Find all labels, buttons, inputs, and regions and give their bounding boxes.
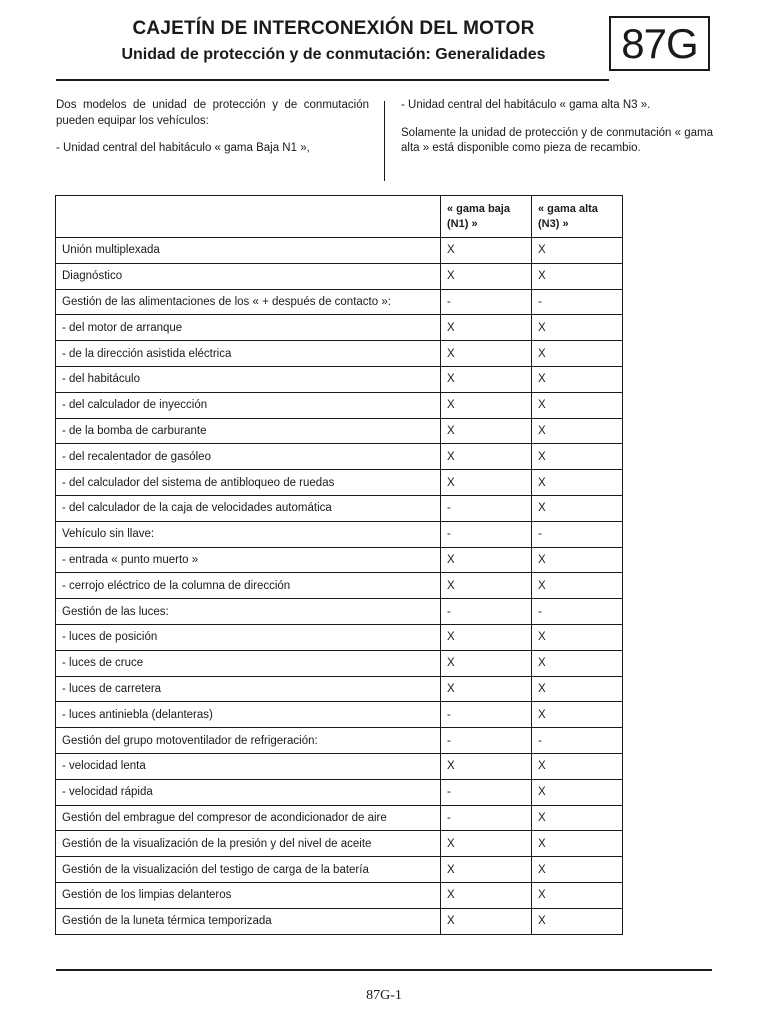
feature-cell: - del calculador de la caja de velocidades automática bbox=[56, 495, 441, 521]
gama-alta-cell: X bbox=[532, 805, 623, 831]
gama-baja-cell: - bbox=[441, 779, 532, 805]
gama-alta-cell: X bbox=[532, 418, 623, 444]
feature-cell: - luces de carretera bbox=[56, 676, 441, 702]
table-row bbox=[56, 418, 623, 444]
table-row bbox=[56, 521, 623, 547]
header-gama-baja-cell: « gama baja (N1) » bbox=[441, 196, 532, 238]
table-row bbox=[56, 599, 623, 625]
gama-alta-cell: - bbox=[532, 599, 623, 625]
gama-baja-cell: X bbox=[441, 547, 532, 573]
feature-cell: - del motor de arranque bbox=[56, 315, 441, 341]
feature-cell: - del calculador del sistema de antibloqueo de ruedas bbox=[56, 470, 441, 496]
gama-baja-cell: X bbox=[441, 831, 532, 857]
table-row bbox=[56, 779, 623, 805]
table-row bbox=[56, 624, 623, 650]
section-code-box: 87G bbox=[609, 16, 710, 71]
gama-baja-cell: X bbox=[441, 882, 532, 908]
gama-baja-cell: X bbox=[441, 341, 532, 367]
gama-alta-cell: X bbox=[532, 857, 623, 883]
header-feature-cell bbox=[56, 196, 441, 238]
gama-alta-cell: X bbox=[532, 315, 623, 341]
feature-cell: Unión multiplexada bbox=[56, 238, 441, 264]
gama-baja-cell: X bbox=[441, 366, 532, 392]
header-gama-alta-cell: « gama alta (N3) » bbox=[532, 196, 623, 238]
gama-alta-cell: X bbox=[532, 470, 623, 496]
feature-cell: Gestión de la visualización de la presión y del nivel de aceite bbox=[56, 831, 441, 857]
gama-baja-cell: X bbox=[441, 315, 532, 341]
gama-alta-cell: X bbox=[532, 779, 623, 805]
table-row bbox=[56, 341, 623, 367]
table-row bbox=[56, 573, 623, 599]
column-divider bbox=[384, 101, 385, 181]
feature-cell: Gestión de las alimentaciones de los « + después de contacto »: bbox=[56, 289, 441, 315]
gama-alta-cell: X bbox=[532, 238, 623, 264]
table-row bbox=[56, 882, 623, 908]
gama-alta-cell: X bbox=[532, 650, 623, 676]
feature-cell: - cerrojo eléctrico de la columna de dirección bbox=[56, 573, 441, 599]
feature-cell: - entrada « punto muerto » bbox=[56, 547, 441, 573]
gama-baja-cell: - bbox=[441, 495, 532, 521]
table-row bbox=[56, 315, 623, 341]
gama-alta-cell: X bbox=[532, 702, 623, 728]
feature-cell: - del habitáculo bbox=[56, 366, 441, 392]
feature-cell: - de la dirección asistida eléctrica bbox=[56, 341, 441, 367]
gama-baja-cell: X bbox=[441, 238, 532, 264]
gama-alta-cell: X bbox=[532, 547, 623, 573]
table-row bbox=[56, 392, 623, 418]
feature-cell: Gestión de la luneta térmica temporizada bbox=[56, 908, 441, 934]
gama-baja-cell: - bbox=[441, 728, 532, 754]
features-table bbox=[55, 195, 623, 935]
feature-cell: Gestión de la visualización del testigo de carga de la batería bbox=[56, 857, 441, 883]
table-row bbox=[56, 805, 623, 831]
gama-baja-cell: X bbox=[441, 857, 532, 883]
feature-cell: - del calculador de inyección bbox=[56, 392, 441, 418]
feature-cell: Gestión de los limpias delanteros bbox=[56, 882, 441, 908]
gama-baja-cell: X bbox=[441, 418, 532, 444]
gama-baja-cell: - bbox=[441, 805, 532, 831]
gama-alta-cell: - bbox=[532, 521, 623, 547]
gama-baja-cell: X bbox=[441, 263, 532, 289]
intro-right-column bbox=[401, 98, 713, 169]
gama-alta-cell: X bbox=[532, 753, 623, 779]
header-divider bbox=[56, 79, 609, 81]
gama-alta-cell: X bbox=[532, 366, 623, 392]
gama-alta-cell: X bbox=[532, 882, 623, 908]
gama-alta-cell: X bbox=[532, 341, 623, 367]
intro-paragraph: Solamente la unidad de protección y de conmutación « gama alta » está disponible como pieza de recambio. bbox=[401, 126, 713, 154]
gama-baja-cell: X bbox=[441, 753, 532, 779]
feature-cell: - luces antiniebla (delanteras) bbox=[56, 702, 441, 728]
feature-cell: Diagnóstico bbox=[56, 263, 441, 289]
intro-paragraph: Dos modelos de unidad de protección y de conmutación pueden equipar los vehículos: bbox=[56, 99, 369, 127]
gama-baja-cell: X bbox=[441, 650, 532, 676]
table-body bbox=[56, 238, 623, 935]
gama-baja-cell: - bbox=[441, 599, 532, 625]
gama-baja-cell: X bbox=[441, 392, 532, 418]
page-number: 87G-1 bbox=[366, 988, 402, 1003]
gama-alta-cell: X bbox=[532, 392, 623, 418]
gama-alta-cell: - bbox=[532, 289, 623, 315]
feature-cell: - luces de posición bbox=[56, 624, 441, 650]
gama-baja-cell: - bbox=[441, 702, 532, 728]
gama-alta-cell: X bbox=[532, 573, 623, 599]
feature-cell: Gestión del embrague del compresor de acondicionador de aire bbox=[56, 805, 441, 831]
table-row bbox=[56, 857, 623, 883]
table-row bbox=[56, 831, 623, 857]
table-row bbox=[56, 908, 623, 934]
gama-alta-cell: X bbox=[532, 263, 623, 289]
table-header-row bbox=[56, 196, 623, 238]
gama-baja-cell: - bbox=[441, 521, 532, 547]
table-row bbox=[56, 444, 623, 470]
feature-cell: - de la bomba de carburante bbox=[56, 418, 441, 444]
table-row bbox=[56, 702, 623, 728]
gama-baja-cell: X bbox=[441, 444, 532, 470]
table-row bbox=[56, 289, 623, 315]
page-title: CAJETÍN DE INTERCONEXIÓN DEL MOTOR bbox=[132, 18, 535, 39]
feature-cell: Gestión del grupo motoventilador de refrigeración: bbox=[56, 728, 441, 754]
feature-cell: - velocidad rápida bbox=[56, 779, 441, 805]
table-row bbox=[56, 263, 623, 289]
page-subtitle: Unidad de protección y de conmutación: Generalidades bbox=[121, 46, 546, 63]
feature-cell: - luces de cruce bbox=[56, 650, 441, 676]
table-row bbox=[56, 728, 623, 754]
page-header bbox=[56, 18, 611, 64]
table-row bbox=[56, 470, 623, 496]
gama-alta-cell: X bbox=[532, 908, 623, 934]
table-row bbox=[56, 238, 623, 264]
gama-alta-cell: X bbox=[532, 624, 623, 650]
gama-alta-cell: X bbox=[532, 444, 623, 470]
feature-cell: Vehículo sin llave: bbox=[56, 521, 441, 547]
gama-alta-cell: - bbox=[532, 728, 623, 754]
intro-paragraph: - Unidad central del habitáculo « gama Baja N1 », bbox=[56, 142, 310, 154]
footer-divider bbox=[56, 969, 712, 971]
gama-baja-cell: X bbox=[441, 470, 532, 496]
intro-left-column bbox=[56, 98, 369, 169]
table-row bbox=[56, 366, 623, 392]
table-row bbox=[56, 495, 623, 521]
gama-alta-cell: X bbox=[532, 495, 623, 521]
table-row bbox=[56, 676, 623, 702]
gama-baja-cell: X bbox=[441, 573, 532, 599]
feature-cell: Gestión de las luces: bbox=[56, 599, 441, 625]
gama-baja-cell: X bbox=[441, 624, 532, 650]
gama-baja-cell: X bbox=[441, 676, 532, 702]
gama-baja-cell: X bbox=[441, 908, 532, 934]
feature-cell: - velocidad lenta bbox=[56, 753, 441, 779]
feature-cell: - del recalentador de gasóleo bbox=[56, 444, 441, 470]
table-row bbox=[56, 547, 623, 573]
gama-baja-cell: - bbox=[441, 289, 532, 315]
table-row bbox=[56, 650, 623, 676]
intro-paragraph: - Unidad central del habitáculo « gama alta N3 ». bbox=[401, 99, 651, 111]
gama-alta-cell: X bbox=[532, 676, 623, 702]
table-row bbox=[56, 753, 623, 779]
gama-alta-cell: X bbox=[532, 831, 623, 857]
